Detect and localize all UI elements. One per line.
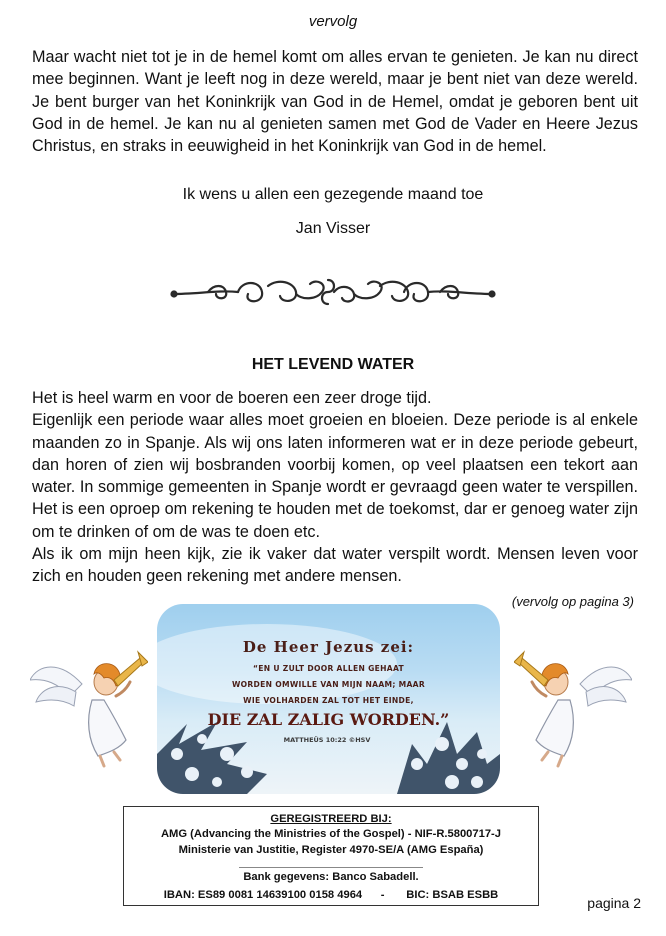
verse-line-3: WIE VOLHARDEN ZAL TOT HET EINDE, — [243, 696, 414, 705]
bible-verse-card — [157, 604, 500, 794]
registration-box — [123, 806, 539, 906]
verse-line-1: “EN U ZULT DOOR ALLEN GEHAAT — [252, 664, 405, 673]
author-name: Jan Visser — [295, 220, 371, 237]
article-line-3: Als ik om mijn heen kijk, zie ik vaker dat water verspilt wordt. Mensen leven voor zich en houden geen rekening met andere mensen. — [32, 545, 638, 586]
verse-reference: MATTHEÜS 10:22 ©HSV — [283, 736, 371, 744]
article-line-1: Het is heel warm en voor de boeren een zeer droge tijd. — [32, 389, 432, 407]
verse-title: De Heer Jezus zei: — [242, 638, 415, 656]
monthly-wish: Ik wens u allen een gezegende maand toe — [182, 186, 484, 203]
intro-paragraph: Maar wacht niet tot je in de hemel komt om alles ervan te genieten. Je kan nu direct mee beginnen. Want je leeft nog in deze wereld, maar je bent niet van deze wereld. Je bent burger van het Koninkrijk van God in de Hemel, omdat je geboren bent uit God in de hemel. Je kan nu al genieten samen met God de Vader en Heere Jezus Christus, en straks in eeuwigheid in het Koninkrijk van God in de hemel. — [32, 48, 638, 156]
scroll-divider-ornament-icon — [168, 272, 498, 308]
continued-on-note: (vervolg op pagina 3) — [511, 594, 634, 609]
top-continued-note: vervolg — [308, 13, 358, 30]
article-line-2: Eigenlijk een periode waar alles moet groeien en bloeien. Deze periode is al enkele maanden zo in Spanje. Als wij ons laten informeren wat er in deze periode gebeurt, dan horen of zien wij bosbranden voorbij komen, op veel plaatsen een tekort aan water. In sommige gemeenten in Spanje wordt er gevraagd geen water te verspillen. Het is een oproep om rekening te houden met de toekomst, dar er genoeg water zijn om te drinken of om de was te doen etc. — [32, 411, 638, 541]
registration-iban: IBAN: ES89 0081 14639100 0158 4964 - BIC: BSAB ESBB — [163, 889, 499, 901]
registration-amg: AMG (Advancing the Ministries of the Gospel) - NIF-R.5800717-J — [160, 828, 502, 840]
trumpet-angel-icon — [514, 640, 632, 770]
registration-bank: Bank gegevens: Banco Sabadell. — [243, 871, 419, 883]
registration-divider — [239, 867, 423, 868]
verse-line-2: WORDEN OMWILLE VAN MIJN NAAM; MAAR — [231, 680, 426, 689]
page-number: pagina 2 — [587, 895, 641, 911]
article-heading: HET LEVEND WATER — [251, 356, 415, 373]
registration-ministry: Ministerie van Justitie, Register 4970-SE/A (AMG España) — [178, 844, 484, 856]
article-body — [32, 387, 638, 588]
trumpet-angel-icon — [30, 640, 148, 770]
verse-emphasis: DIE ZAL ZALIG WORDEN.” — [207, 710, 450, 729]
registration-title: GEREGISTREERD BIJ: — [270, 813, 392, 825]
